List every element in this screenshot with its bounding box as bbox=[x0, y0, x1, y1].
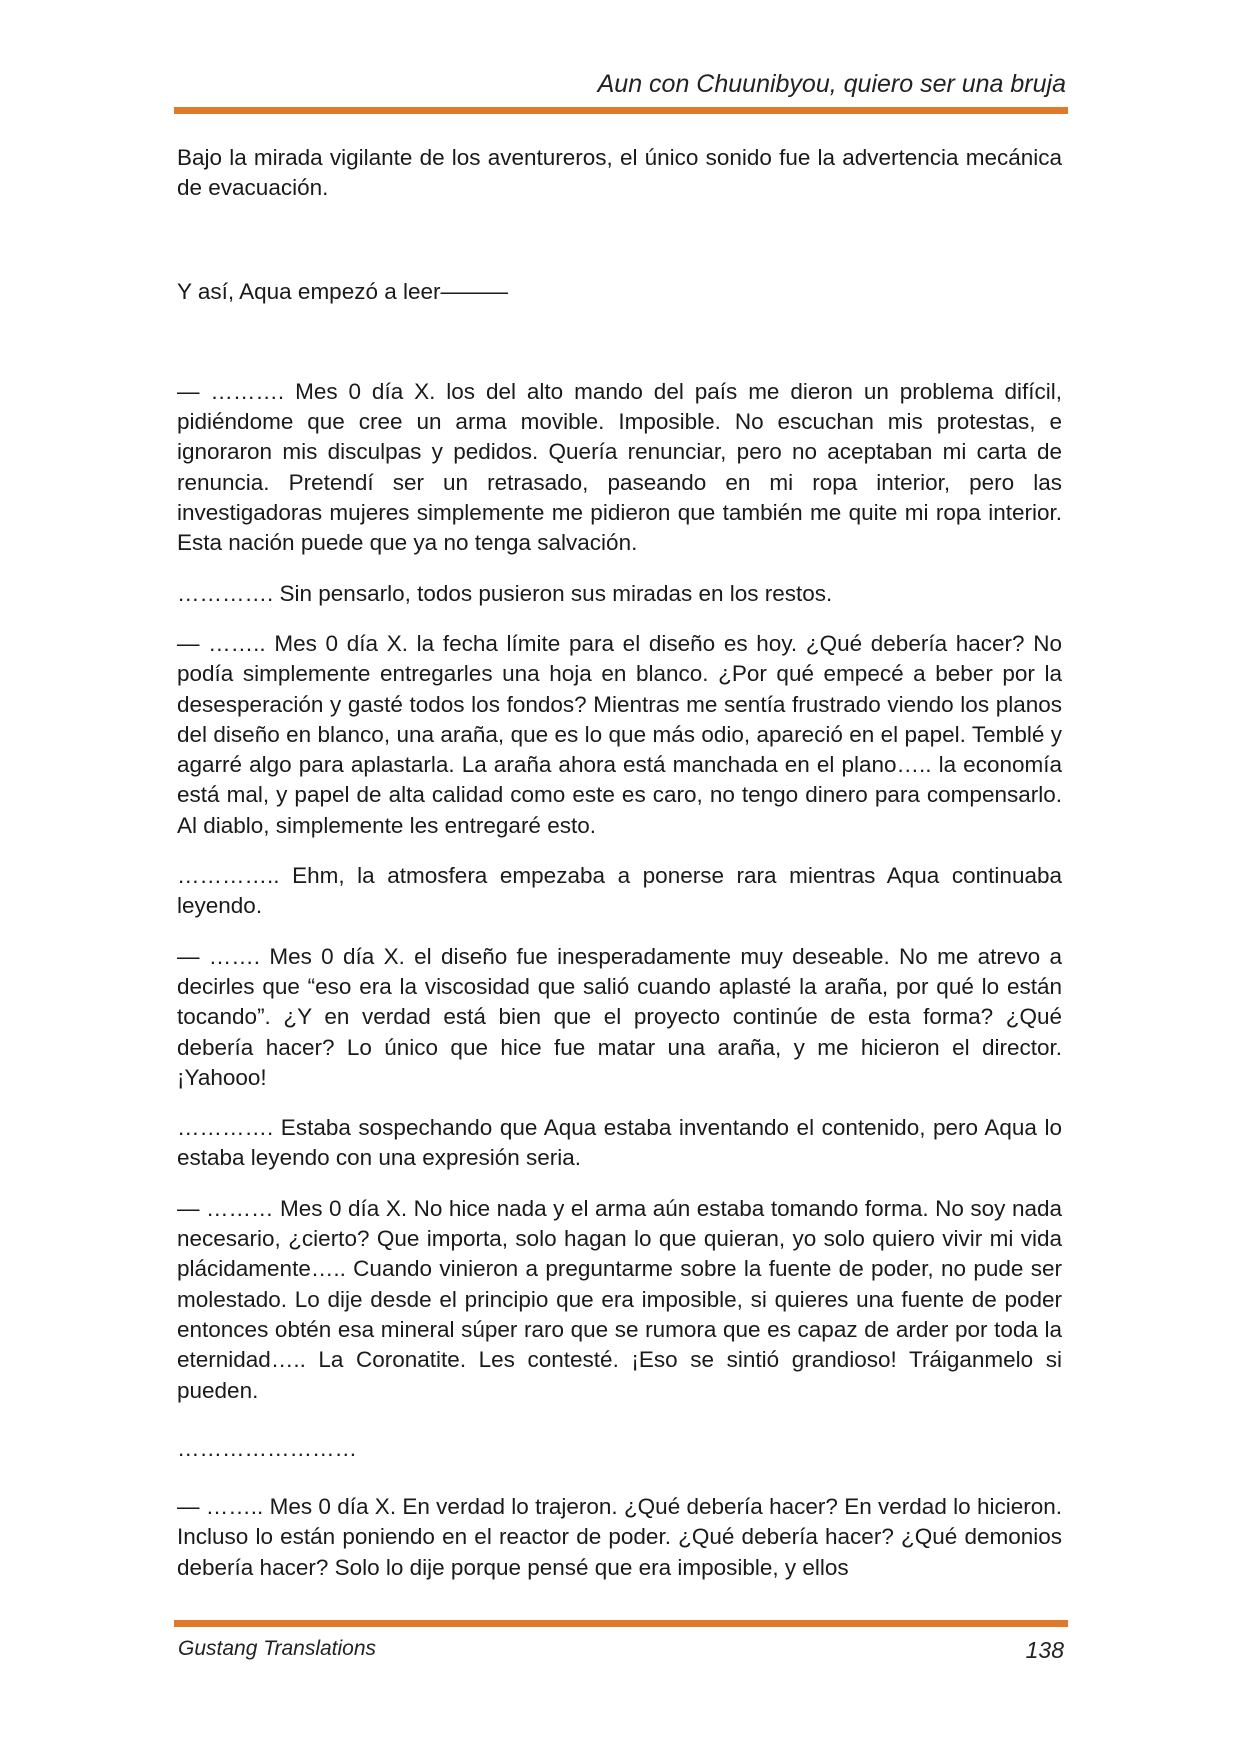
paragraph: — …….. Mes 0 día X. la fecha límite para el diseño es hoy. ¿Qué debería hacer? No podía simplemente entregarles una hoja en blanco. ¿Por qué empecé a beber por la desesperación y gasté todos los fondos? Mientras me sentía frustrado viendo los planos del diseño en blanco, una araña, que es lo que más odio, apareció en el papel. Temblé y agarré algo para aplastarla. La araña ahora está manchada en el plano….. la economía está mal, y papel de alta calidad como este es caro, no tengo dinero para compensarlo. Al diablo, simplemente les entregaré esto. bbox=[177, 630, 1062, 838]
footer-rule bbox=[174, 1620, 1068, 1627]
page-body bbox=[177, 143, 1062, 1603]
book-title: Aun con Chuunibyou, quiero ser una bruja bbox=[597, 70, 1066, 98]
paragraph: — ……. Mes 0 día X. el diseño fue inesperadamente muy deseable. No me atrevo a decirles que “eso era la viscosidad que salió cuando aplasté la araña, por qué lo están tocando”. ¿Y en verdad está bien que el proyecto continúe de esta forma? ¿Qué debería hacer? Lo único que hice fue matar una araña, y me hicieron el director. ¡Yahooo! bbox=[177, 943, 1062, 1090]
paragraph: — ………. Mes 0 día X. los del alto mando del país me dieron un problema difícil, pidiéndome que cree un arma movible. Imposible. No escuchan mis protestas, e ignoraron mis disculpas y pedidos. Quería renunciar, pero no aceptaban mi carta de renuncia. Pretendí ser un retrasado, paseando en mi ropa interior, pero las investigadoras mujeres simplemente me pidieron que también me quite mi ropa interior. Esta nación puede que ya no tenga salvación. bbox=[177, 378, 1062, 556]
page-header bbox=[174, 70, 1068, 114]
paragraph: ………….. Ehm, la atmosfera empezaba a ponerse rara mientras Aqua continuaba leyendo. bbox=[177, 863, 1062, 919]
separator-dots: …………………… bbox=[177, 1435, 357, 1461]
publisher-name: Gustang Translations bbox=[178, 1637, 377, 1660]
paragraph: Y así, Aqua empezó a leer——— bbox=[177, 278, 509, 304]
footer-row bbox=[174, 1637, 1068, 1664]
header-rule bbox=[174, 107, 1068, 114]
paragraph: Bajo la mirada vigilante de los aventureros, el único sonido fue la advertencia mecánica de evacuación. bbox=[177, 145, 1062, 201]
paragraph: …………. Estaba sospechando que Aqua estaba inventando el contenido, pero Aqua lo estaba leyendo con una expresión seria. bbox=[177, 1115, 1062, 1171]
page-number: 138 bbox=[1025, 1637, 1064, 1663]
paragraph: — ……… Mes 0 día X. No hice nada y el arma aún estaba tomando forma. No soy nada necesario, ¿cierto? Que importa, solo hagan lo que quieran, yo solo quiero vivir mi vida plácidamente….. Cuando vinieron a preguntarme sobre la fuente de poder, no pude ser molestado. Lo dije desde el principio que era imposible, si quieres una fuente de poder entonces obtén esa mineral súper raro que se rumora que es capaz de arder por toda la eternidad….. La Coronatite. Les contesté. ¡Eso se sintió grandioso! Tráiganmelo si pueden. bbox=[177, 1195, 1062, 1403]
paragraph: …………. Sin pensarlo, todos pusieron sus miradas en los restos. bbox=[177, 580, 833, 606]
page-footer bbox=[174, 1612, 1068, 1664]
paragraph: — …….. Mes 0 día X. En verdad lo trajeron. ¿Qué debería hacer? En verdad lo hicieron. Incluso lo están poniendo en el reactor de poder. ¿Qué debería hacer? ¿Qué demonios debería hacer? Solo lo dije porque pensé que era imposible, y ellos bbox=[177, 1494, 1062, 1580]
